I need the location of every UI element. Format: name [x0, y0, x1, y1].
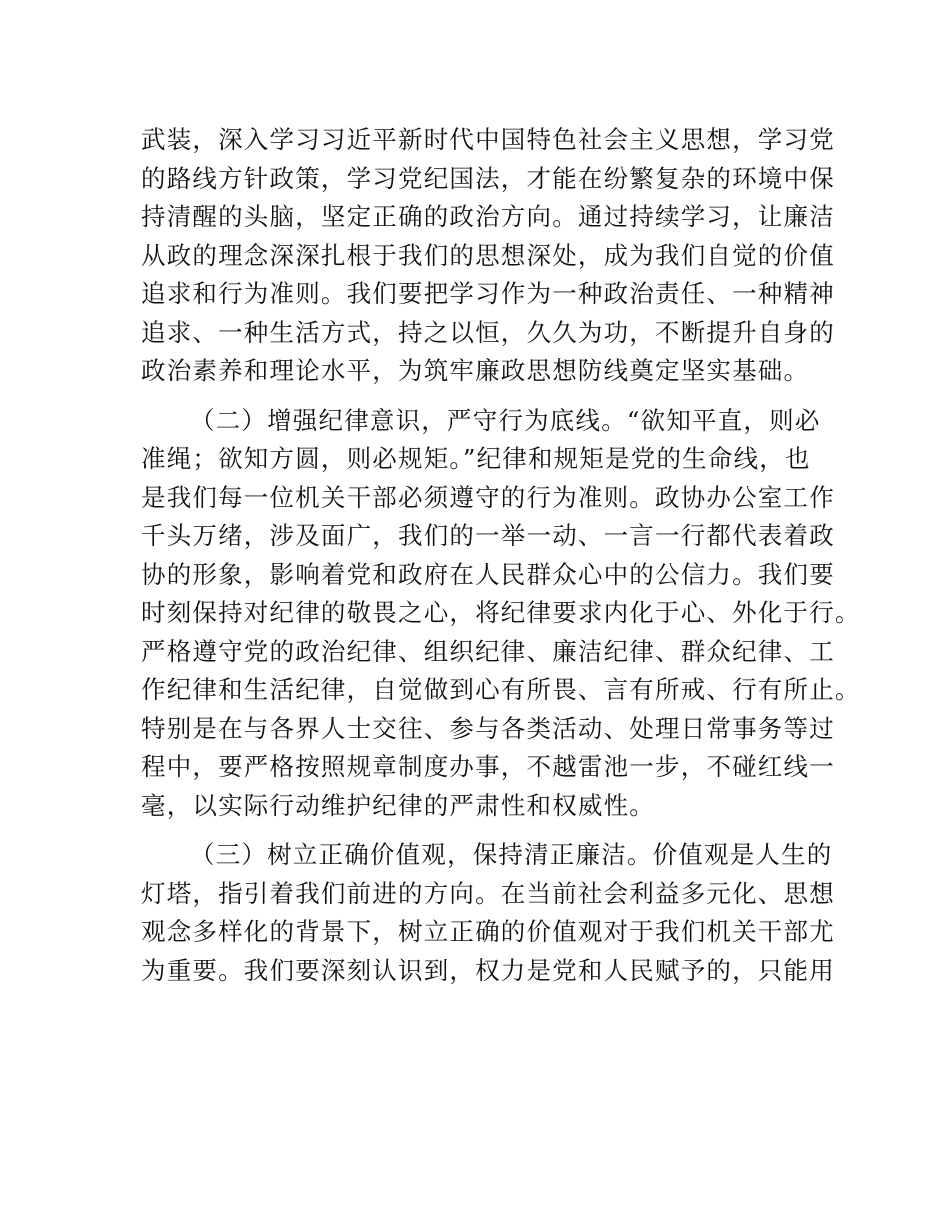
text-line: 是我们每一位机关干部必须遵守的行为准则。政协办公室工作 [141, 482, 835, 512]
text-line: 毫，以实际行动维护纪律的严肃性和权威性。 [141, 790, 655, 820]
text-line: 的路线方针政策，学习党纪国法，才能在纷繁复杂的环境中保 [141, 163, 835, 193]
text-line: 追求、一种生活方式，持之以恒，久久为功，不断提升自身的 [141, 317, 835, 347]
paragraph-discipline [141, 402, 861, 826]
text-line: 灯塔，指引着我们前进的方向。在当前社会利益多元化、思想 [141, 878, 835, 908]
text-line: 政治素养和理论水平，为筑牢廉政思想防线奠定坚实基础。 [141, 356, 810, 385]
section-heading-line: （三）树立正确价值观，保持清正廉洁。价值观是人生的 [190, 840, 833, 869]
paragraph-gap [141, 825, 811, 836]
text-line: 千头万绪，涉及面广，我们的一举一动、一言一行都代表着政 [141, 521, 835, 550]
text-line: 准绳；欲知方圆，则必规矩。”纪律和规矩是党的生命线，也 [141, 444, 811, 473]
text-line: 严格遵守党的政治纪律、组织纪律、廉洁纪律、群众纪律、工 [141, 636, 835, 666]
text-line: 追求和行为准则。我们要把学习作为一种政治责任、一种精神 [141, 279, 835, 308]
text-line: 为重要。我们要深刻认识到，权力是党和人民赋予的，只能用 [141, 955, 835, 985]
text-line: 时刻保持对纪律的敬畏之心，将纪律要求内化于心、外化于行。 [141, 598, 861, 627]
section-heading-line: （二）增强纪律意识，严守行为底线。“欲知平直，则必 [190, 405, 821, 435]
text-line: 持清醒的头脑，坚定正确的政治方向。通过持续学习，让廉洁 [141, 202, 835, 231]
paragraph-study [141, 121, 835, 391]
text-line: 特别是在与各界人士交往、参与各类活动、处理日常事务等过 [141, 713, 835, 743]
paragraph-values [141, 836, 835, 990]
text-line: 从政的理念深深扎根于我们的思想深处，成为我们自觉的价值 [141, 240, 835, 270]
document-body [141, 121, 861, 990]
text-line: 武装，深入学习习近平新时代中国特色社会主义思想，学习党 [141, 125, 835, 154]
text-line: 协的形象，影响着党和政府在人民群众心中的公信力。我们要 [141, 559, 835, 589]
text-line: 作纪律和生活纪律，自觉做到心有所畏、言有所戒、行有所止。 [141, 675, 861, 704]
text-line: 程中，要严格按照规章制度办事，不越雷池一步，不碰红线一 [141, 752, 835, 781]
text-line: 观念多样化的背景下，树立正确的价值观对于我们机关干部尤 [141, 917, 835, 946]
paragraph-gap [141, 391, 811, 402]
